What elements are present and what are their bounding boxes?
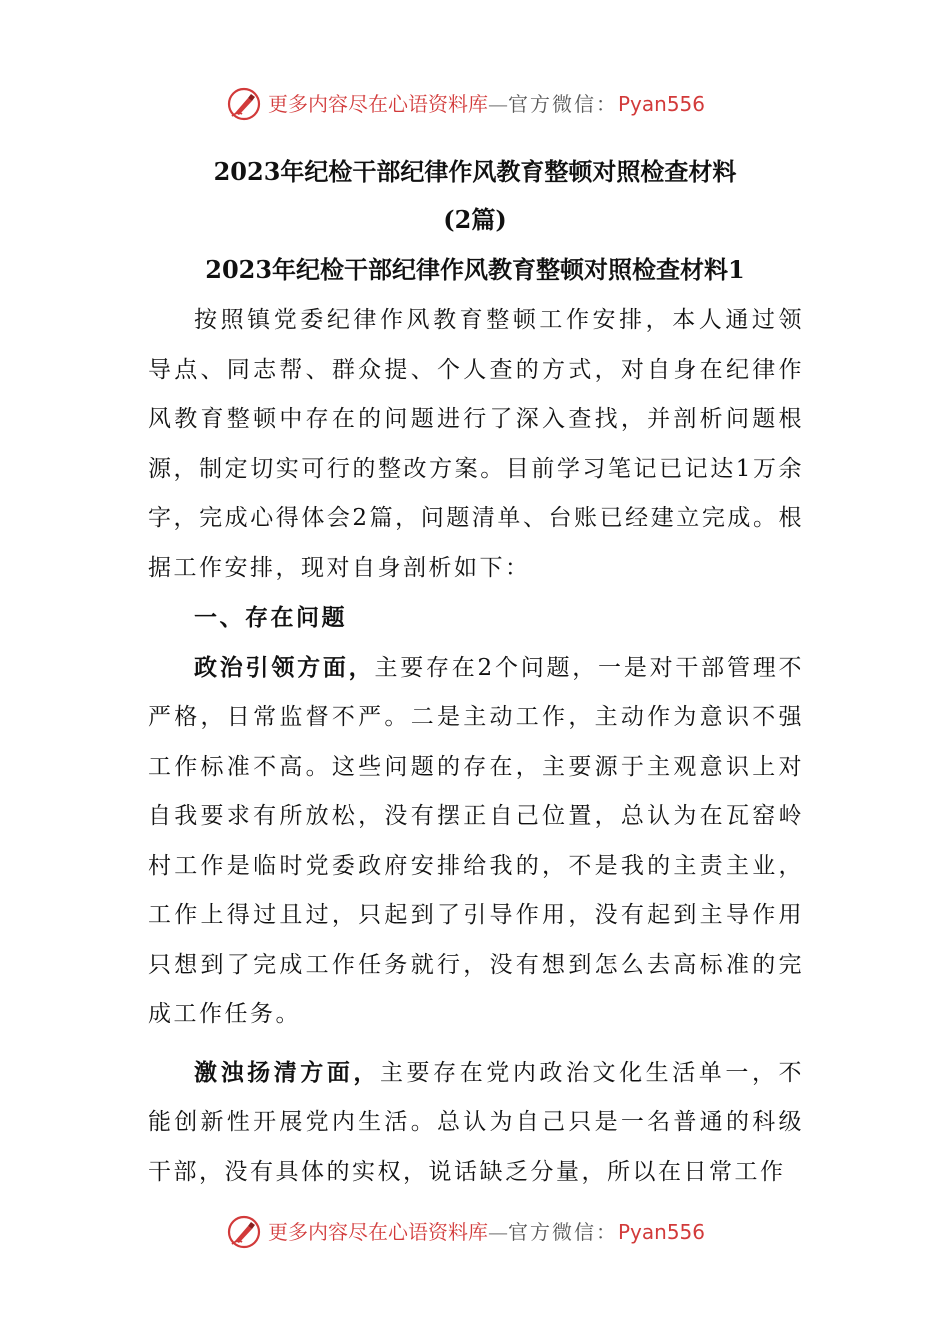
paragraph-body: 主要存在党内政治文化生活单一，不能创新性开展党内生活。总认为自己只是一名普通的科级干部，没有具体的实权，说话缺乏分量，所以在日常工作	[148, 1059, 805, 1185]
pen-logo-icon	[226, 1214, 262, 1250]
header-watermark-banner	[0, 82, 950, 126]
banner-text	[268, 1218, 705, 1246]
banner-wechat-id: Pyan556	[618, 1220, 706, 1244]
document-title: 2023年纪检干部纪律作风教育整顿对照检查材料	[213, 157, 737, 186]
paragraph-political-guidance	[148, 643, 804, 1040]
section-heading: 一、存在问题	[194, 604, 347, 631]
banner-prefix: 更多内容尽在心语资料库	[268, 1220, 488, 1244]
banner-separator: —	[488, 92, 508, 116]
paragraph-lead: 激浊扬清方面，	[194, 1058, 380, 1086]
banner-separator: —	[488, 1220, 508, 1244]
banner-wechat-id: Pyan556	[618, 92, 706, 116]
pen-logo-icon	[226, 86, 262, 122]
document-subtitle: 2023年纪检干部纪律作风教育整顿对照检查材料1	[205, 255, 745, 284]
paragraph-lead: 政治引领方面，	[194, 653, 375, 681]
paragraph-integrity	[148, 1048, 804, 1198]
document-body	[148, 296, 804, 1197]
footer-watermark-banner	[0, 1210, 950, 1254]
intro-paragraph: 按照镇党委纪律作风教育整顿工作安排，本人通过领导点、同志帮、群众提、个人查的方式，对自身在纪律作风教育整顿中存在的问题进行了深入查找，并剖析问题根源，制定切实可行的整改方案。目前学习笔记已记达1万余字，完成心得体会2篇，问题清单、台账已经建立完成。根据工作安排，现对自身剖析如下：	[148, 307, 804, 581]
paragraph-body: 主要存在2个问题，一是对干部管理不严格，日常监督不严。二是主动工作，主动作为意识不强工作标准不高。这些问题的存在，主要源于主观意识上对自我要求有所放松，没有摆正自己位置，总认为在瓦窑岭村工作是临时党委政府安排给我的，不是我的主责主业，工作上得过且过，只起到了引导作用，没有起到主导作用只想到了完成工作任务就行，没有想到怎么去高标准的完成工作任务。	[148, 654, 804, 1027]
banner-prefix: 更多内容尽在心语资料库	[268, 92, 488, 116]
banner-wechat-label: 官方微信：	[508, 92, 618, 116]
banner-text	[268, 90, 705, 118]
banner-wechat-label: 官方微信：	[508, 1220, 618, 1244]
document-count: (2篇)	[443, 205, 507, 234]
